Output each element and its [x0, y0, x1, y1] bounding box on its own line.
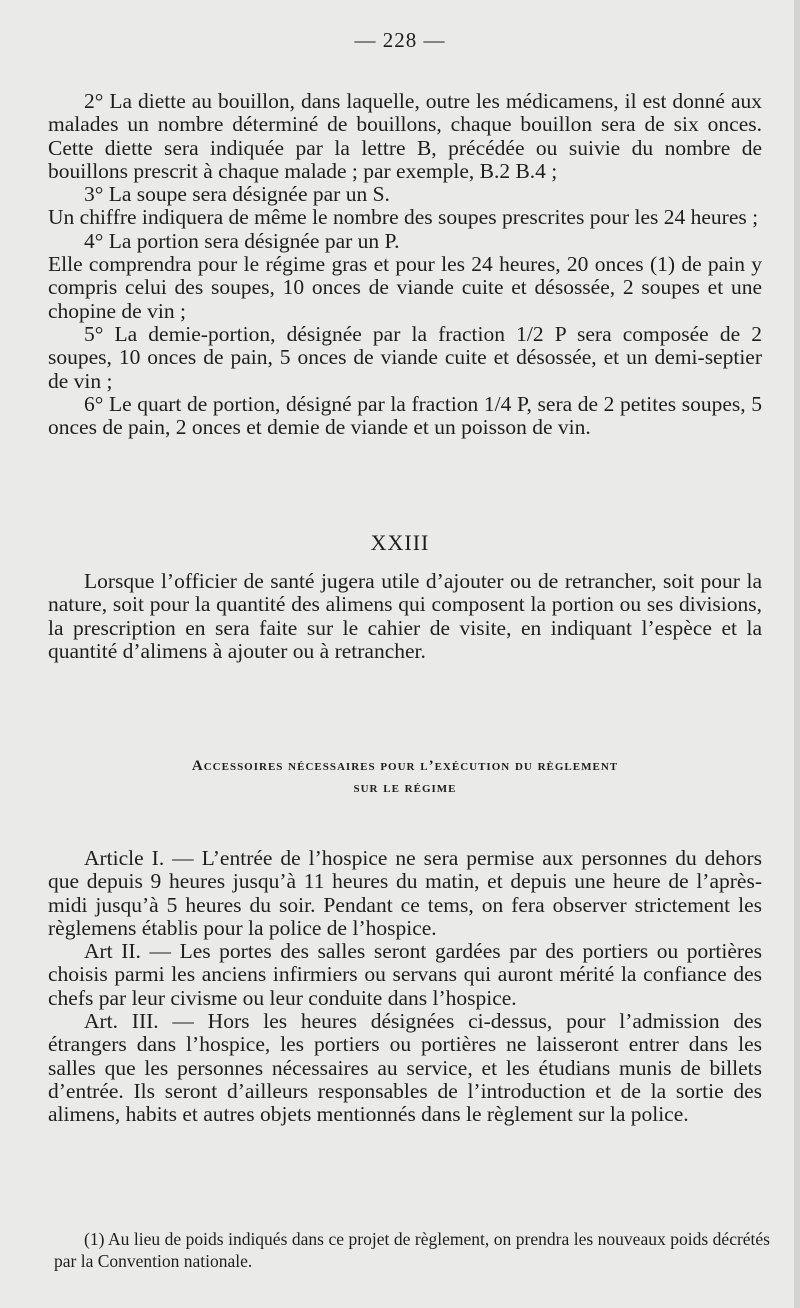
title-line: Accessoires nécessaires pour l’exécution du règlement — [191, 758, 619, 774]
paragraph: 3° La soupe sera désignée par un S. — [84, 182, 390, 207]
articles-section — [48, 847, 762, 1127]
paragraph: 5° La demie-portion, désignée par la fraction 1/2 P sera composée de 2 soupes, 10 onces de pain, 5 onces de viande cuite et désossée, et un demi-septier de vin ; — [48, 321, 762, 393]
article-paragraph: Art. III. — Hors les heures désignées ci-dessus, pour l’admission des étrangers dans l’hospice, les portiers ou portières ne laisseront entrer dans les salles que les personnes nécessaires au service, et les étudians munis de billets d’entrée. Ils seront d’ailleurs responsables de l’introduction et de la sortie des alimens, habits et autres objets mentionnés dans le règlement sur la police. — [48, 1009, 762, 1127]
paragraph: Lorsque l’officier de santé jugera utile d’ajouter ou de retrancher, soit pour la nature, soit pour la quantité des alimens qui composent la portion ou ses divisions, la prescription en sera faite sur le cahier de visite, en indiquant l’espèce et la quantité d’alimens à ajouter ou à retrancher. — [48, 569, 762, 663]
accessories-title — [48, 755, 762, 799]
page-edge — [794, 0, 800, 1308]
paragraph: 6° Le quart de portion, désigné par la fraction 1/4 P, sera de 2 petites soupes, 5 onces de pain, 2 onces et demie de viande et un poisson de vin. — [48, 391, 762, 440]
paragraph: 2° La diette au bouillon, dans laquelle, outre les médicamens, il est donné aux malades un nombre déterminé de bouillons, chaque bouillon sera de six onces. Cette diette sera indiquée par la lettre B, précédée ou suivie du nombre de bouillons prescrit à chaque malade ; par exemple, B.2 B.4 ; — [48, 89, 762, 183]
footnote — [54, 1228, 770, 1272]
section-heading: XXIII — [370, 530, 430, 555]
title-line: sur le régime — [353, 780, 457, 796]
paragraph: Elle comprendra pour le régime gras et pour les 24 heures, 20 onces (1) de pain y compris celui des soupes, 10 onces de viande cuite et désossée, 2 soupes et une chopine de vin ; — [48, 252, 762, 323]
page-number: — 228 — — [354, 28, 446, 52]
diet-rules-section — [48, 90, 762, 439]
paragraph: Un chiffre indiquera de même le nombre des soupes prescrites pour les 24 heures ; — [48, 205, 759, 230]
footnote-text: (1) Au lieu de poids indiqués dans ce projet de règlement, on prendra les nouveaux poids décrétés par la Convention nationale. — [54, 1229, 770, 1271]
article-paragraph: Article I. — L’entrée de l’hospice ne sera permise aux personnes du dehors que depuis 9 heures jusqu’à 11 heures du matin, et depuis une heure de l’après-midi jusqu’à 5 heures du soir. Pendant ce tems, on fera observer strictement les règlemens établis pour la police de l’hospice. — [48, 846, 762, 940]
paragraph: 4° La portion sera désignée par un P. — [84, 228, 400, 253]
article-paragraph: Art II. — Les portes des salles seront gardées par des portiers ou portières choisis parmi les anciens infirmiers ou servans qui auront mérité la confiance des chefs par leur civisme ou leur conduite dans l’hospice. — [48, 939, 762, 1010]
section-xxiii — [48, 570, 762, 663]
